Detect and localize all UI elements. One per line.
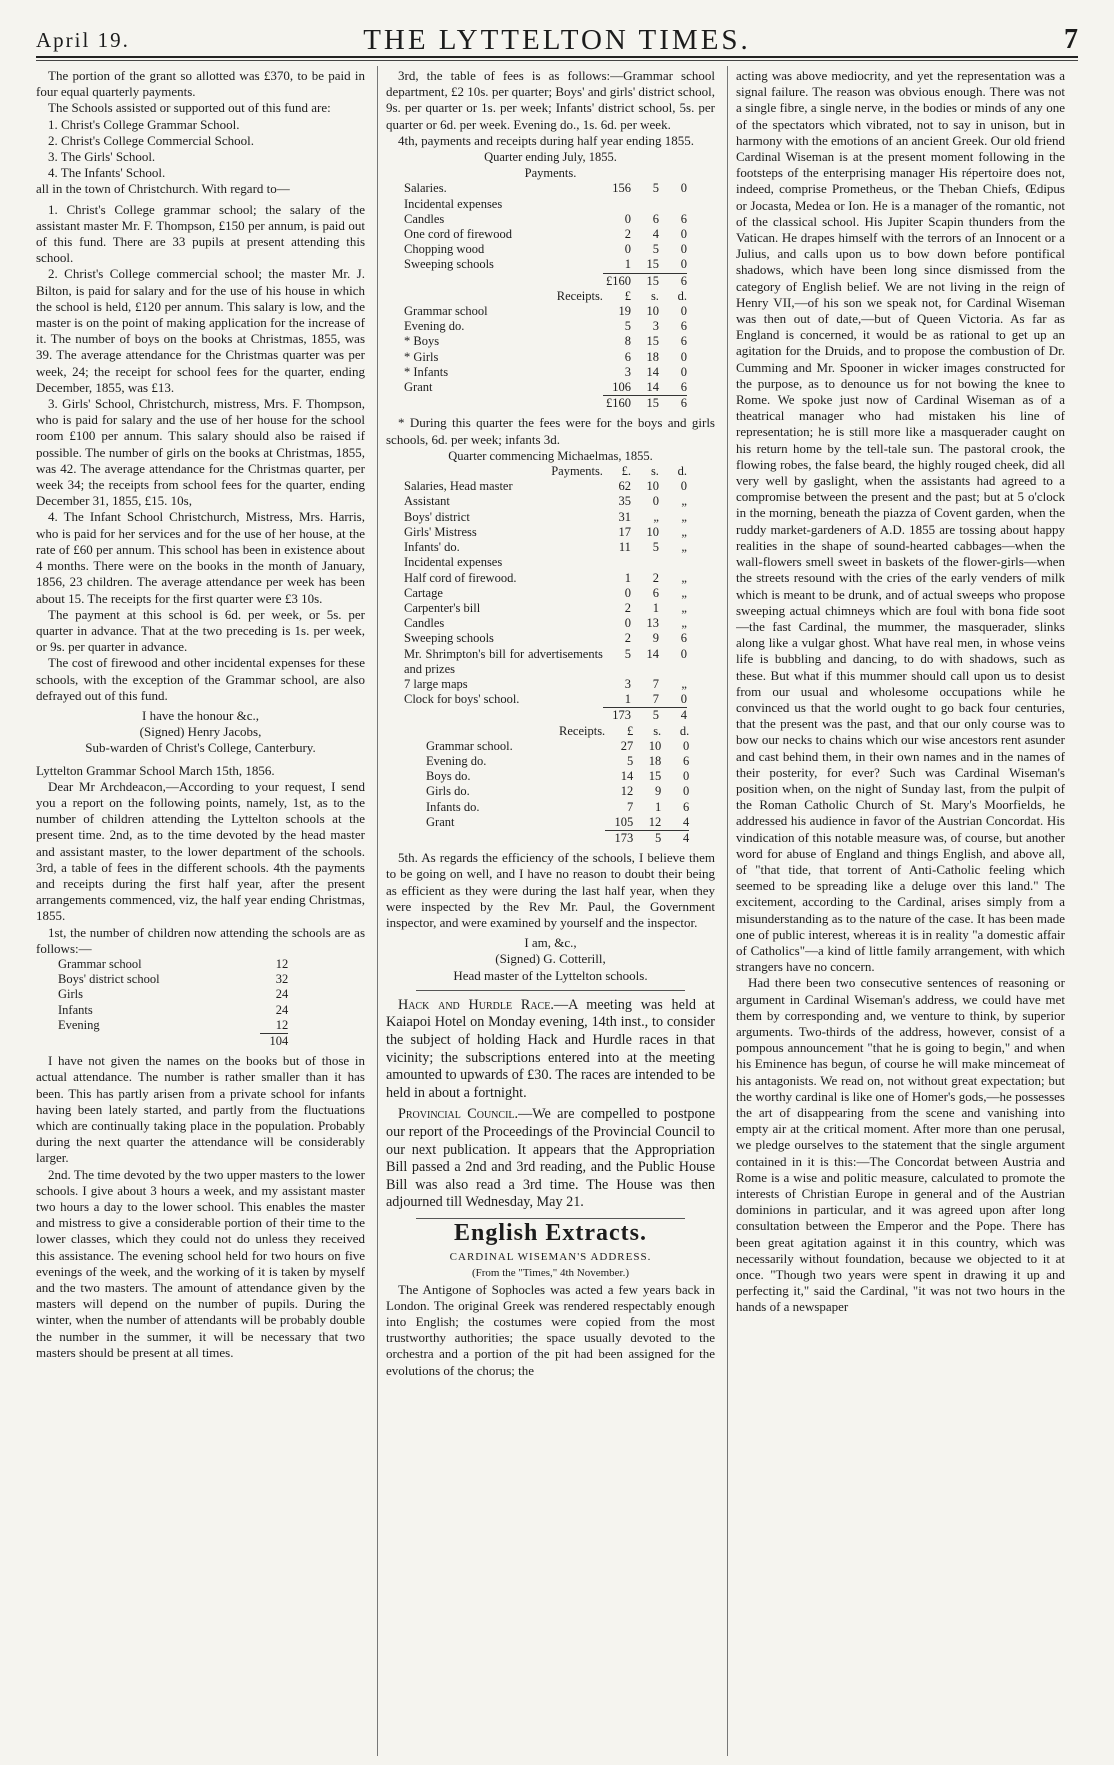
- table-row: [58, 987, 288, 1002]
- table-row: [404, 601, 687, 616]
- table-total-row: [404, 708, 687, 724]
- table-total-cell: 4: [659, 708, 687, 724]
- table-header: d.: [677, 288, 687, 303]
- table-cell: 0: [680, 257, 687, 272]
- table-cell: 6: [682, 753, 690, 768]
- article-source: (From the "Times," 4th November.): [471, 1267, 630, 1280]
- column-2: [386, 68, 715, 1758]
- table-row: [404, 350, 687, 365]
- table-cell: „: [653, 509, 659, 524]
- signature-line: Sub-warden of Christ's College, Canterbury.: [85, 740, 316, 756]
- table-total-cell: 6: [659, 273, 687, 289]
- table-row: [404, 227, 687, 242]
- table-cell: 0: [680, 479, 687, 494]
- table-cell: Sweeping schools: [404, 257, 494, 272]
- table-cell: [404, 396, 603, 412]
- table-total-row: [426, 830, 689, 846]
- table-cell: 14: [646, 364, 659, 379]
- table-cell: 1: [624, 257, 631, 272]
- table-row: [404, 181, 687, 196]
- table-row: [404, 571, 687, 586]
- paragraph: I have not given the names on the books but of those in actual attendance. The number is rather smaller than it has been. This has partly arisen from a private school for infants having been lately started, and partly from the fluctuations which are continually taking place in the population. Probably during the next quarter the attendance will be considerably larger.: [36, 1053, 365, 1166]
- table-cell: 6: [680, 334, 687, 349]
- table-cell: One cord of firewood: [404, 227, 512, 242]
- q1-payments-table: [404, 181, 687, 288]
- table-cell: 15: [646, 257, 659, 272]
- table-total-cell: 5: [631, 708, 659, 724]
- table-row: [404, 334, 687, 349]
- table-cell: Sweeping schools: [404, 631, 494, 646]
- table-title: Quarter ending July, 1855.: [484, 150, 617, 165]
- table-total-cell: 15: [631, 396, 659, 412]
- table-row: [58, 957, 288, 972]
- table-cell: 15: [648, 769, 662, 784]
- section-divider: [416, 990, 685, 991]
- table-cell: Boys do.: [426, 769, 471, 784]
- table-cell: 8: [624, 334, 631, 349]
- table-cell: 6: [680, 319, 687, 334]
- table-cell: 0: [680, 181, 687, 196]
- table-row: [404, 586, 687, 601]
- table-title: Quarter commencing Michaelmas, 1855.: [448, 448, 653, 463]
- table-cell: 2: [624, 227, 631, 242]
- table-cell: [659, 555, 687, 570]
- list-item: 3. The Girls' School.: [48, 149, 156, 165]
- table-cell: 4: [652, 227, 659, 242]
- table-total-cell: 6: [659, 396, 687, 412]
- paragraph: The portion of the grant so allotted was £370, to be paid in four equal quarterly payments.: [36, 68, 365, 100]
- paragraph: 1st, the number of children now attending the schools are as follows:—: [36, 924, 365, 956]
- table-row: [58, 1033, 288, 1049]
- table-cell: * Girls: [404, 349, 439, 364]
- table-subtitle: Payments.: [524, 166, 577, 181]
- paragraph: 4. The Infant School Christchurch, Mistress, Mrs. Harris, who is paid for her services and for the use of her house, at the rate of £60 per annum. This school has been in existence about 4 months. There were on the books in the month of January, 1856, 23 children. The average attendance per week has been about 15. The receipts for the first quarter were £3 10s.: [36, 509, 365, 606]
- table-cell: Girls' Mistress: [404, 524, 477, 539]
- table-cell: Boys' district: [404, 509, 470, 524]
- table-cell: 17: [618, 524, 631, 539]
- table-cell: 0: [682, 738, 690, 753]
- table-total-cell: 5: [633, 830, 661, 846]
- attendance-total: 104: [260, 1033, 288, 1049]
- table-total-cell: 173: [605, 830, 633, 846]
- table-cell: 35: [618, 494, 631, 509]
- table-cell: 14: [620, 769, 634, 784]
- paragraph: Dear Mr Archdeacon,—According to your request, I send you a report on the following points, namely, 1st, as to the number of children attending the Lyttelton schools at the present time. 2nd, as to the time devoted by the head master and assistant master, to the lower department of the schools. 3rd, a table of fees in the different schools. 4th the payments and receipts during the first half year, after the present arrangements commenced, viz, the half year ending Christmas, 1855.: [36, 778, 365, 924]
- table-cell: Boys' district school: [58, 972, 160, 987]
- table-cell: 27: [620, 738, 634, 753]
- table-cell: 3: [624, 676, 631, 691]
- table-cell: 6: [624, 349, 631, 364]
- list-item: 1. Christ's College Grammar School.: [48, 116, 240, 132]
- table-cell: 0: [682, 769, 690, 784]
- table-cell: 5: [652, 242, 659, 257]
- table-row: [426, 739, 689, 754]
- paragraph: 3rd, the table of fees is as follows:—Grammar school department, £2 10s. per quarter; Boys' and girls' district school, 9s. per quarter or 1s. per week; Infants' district school, 5s. per quarter or 6d. per week. Evening do., 1s. 6d. per week.: [386, 68, 715, 132]
- table-row: [404, 525, 687, 540]
- table-cell: 6: [652, 211, 659, 226]
- table-cell: [659, 197, 687, 212]
- masthead: [36, 22, 1078, 58]
- table-cell: 0: [624, 616, 631, 631]
- table-cell: 0: [680, 692, 687, 707]
- dateline: Lyttelton Grammar School March 15th, 1856.: [36, 762, 275, 778]
- table-cell: „: [681, 600, 687, 615]
- table-row: [426, 800, 689, 815]
- table-cell: Salaries, Head master: [404, 479, 513, 494]
- table-cell: 9: [652, 631, 659, 646]
- table-cell: 24: [275, 1002, 289, 1017]
- table-total-row: [404, 273, 687, 289]
- table-cell: „: [681, 494, 687, 509]
- table-cell: * Boys: [404, 334, 440, 349]
- table-cell: „: [681, 509, 687, 524]
- table-cell: Candles: [404, 616, 445, 631]
- table-cell: 3: [652, 319, 659, 334]
- table-cell: Infants' do.: [404, 540, 460, 555]
- paragraph: 3. Girls' School, Christchurch, mistress, Mrs. F. Thompson, who is paid for salary and the use of her house for the school room £100 per annum. This salary should also be raised if possible. The number of girls on the books at Christmas, 1855, was 42. The average attendance for the Christmas quarter, per week 34; the receipts from school fees for the quarter, ending December 31, 1855, £15. 10s,: [36, 396, 365, 509]
- column-divider: [727, 66, 728, 1756]
- table-cell: 14: [646, 646, 659, 661]
- table-cell: 1: [654, 799, 662, 814]
- table-cell: 7: [626, 799, 634, 814]
- header-rule: [36, 60, 1078, 61]
- paragraph: The cost of firewood and other incidental expenses for these schools, with the exception of the Grammar school, are also defrayed out of this fund.: [36, 655, 365, 703]
- paragraph: The payment at this school is 6d. per week, or 5s. per quarter in advance. That at the two preceding is 1s. per week, or 9s. per quarter in advance.: [36, 606, 365, 655]
- table-cell: 12: [275, 956, 289, 971]
- table-header-row: [426, 724, 689, 739]
- list-item: 4. The Infants' School.: [48, 165, 166, 181]
- news-body: —We are compelled to postpone our report of the Proceedings of the Provincial Council to our next publication. It appears that the Appropriation Bill passed a 2nd and 3rd reading, and the Public House Bill was also read a 3rd time. The House was then adjourned till Wednesday, May 21.: [386, 1106, 715, 1211]
- table-cell: 13: [646, 616, 659, 631]
- table-cell: 1: [652, 600, 659, 615]
- table-cell: 5: [652, 181, 659, 196]
- table-cell: Incidental expenses: [404, 196, 503, 211]
- news-heading: Provincial Council.: [398, 1106, 519, 1123]
- signature-line: Head master of the Lyttelton schools.: [453, 967, 648, 983]
- paragraph: The Schools assisted or supported out of this fund are:: [48, 100, 331, 116]
- table-cell: 0: [624, 585, 631, 600]
- news-heading: Hack and Hurdle Race.: [398, 996, 554, 1013]
- table-cell: 1: [624, 570, 631, 585]
- table-row: [404, 380, 687, 396]
- table-cell: „: [681, 540, 687, 555]
- table-cell: 11: [618, 540, 631, 555]
- column-divider: [377, 66, 378, 1756]
- table-cell: 2: [652, 570, 659, 585]
- table-cell: „: [681, 524, 687, 539]
- table-cell: 6: [652, 585, 659, 600]
- table-cell: [404, 708, 603, 724]
- table-total-cell: 15: [631, 273, 659, 289]
- table-header: d.: [679, 723, 690, 738]
- table-header: s.: [650, 288, 659, 303]
- table-cell: Chopping wood: [404, 242, 485, 257]
- table-cell: 19: [618, 304, 631, 319]
- table-cell: 0: [652, 494, 659, 509]
- table-row: [404, 692, 687, 708]
- column-3: [736, 68, 1065, 1758]
- paragraph: 4th, payments and receipts during half year ending 1855.: [398, 132, 695, 148]
- table-row: [426, 815, 689, 831]
- table-cell: Grant: [404, 380, 433, 395]
- q2-payments-table: [404, 464, 687, 723]
- paragraph: The Antigone of Sophocles was acted a few years back in London. The original Greek was rendered respectably enough into English; the costumes were copied from the most trustworthy authorities; the space usually devoted to the orchestra and a portion of the pit had been assigned for the evolutions of the chorus; the: [386, 1281, 715, 1378]
- footnote: * During this quarter the fees were for the boys and girls schools, 6d. per week; infants 3d.: [386, 415, 715, 447]
- table-cell: 10: [646, 304, 659, 319]
- table-cell: Infants: [58, 1002, 93, 1017]
- table-row: [404, 479, 687, 494]
- table-cell: [631, 555, 659, 570]
- table-cell: Infants do.: [426, 799, 480, 814]
- signature-line: (Signed) Henry Jacobs,: [139, 724, 262, 740]
- table-header: Payments.: [551, 464, 603, 479]
- table-cell: Assistant: [404, 494, 450, 509]
- table-header: £.: [621, 464, 631, 479]
- table-header-row: [404, 289, 687, 304]
- table-cell: 3: [624, 364, 631, 379]
- signature-line: I have the honour &c.,: [142, 707, 259, 723]
- table-cell: 7: [652, 692, 659, 707]
- paragraph: 2. Christ's College commercial school; the master Mr. J. Bilton, is paid for salary and for the use of his house in which the school is held, £120 per annum. This salary is low, and the master is on the point of making application for the increase of it. The number of boys on the books at Christmas, 1855, was 39. The average attendance for the Christmas quarter was per week, 24; the receipt for school fees for the quarter, ending December, 1855, was £13.: [36, 266, 365, 395]
- table-cell: Half cord of firewood.: [404, 570, 517, 585]
- table-header: Receipts.: [559, 723, 606, 738]
- table-cell: 0: [680, 242, 687, 257]
- table-row: [404, 677, 687, 692]
- table-cell: [426, 830, 605, 846]
- section-title: English Extracts.: [453, 1219, 647, 1246]
- table-cell: 12: [620, 784, 634, 799]
- table-cell: 10: [648, 738, 662, 753]
- table-cell: 0: [682, 784, 690, 799]
- table-header: s.: [650, 464, 659, 479]
- table-cell: 10: [646, 524, 659, 539]
- table-cell: 1: [624, 692, 631, 707]
- table-row: [404, 257, 687, 273]
- table-cell: 106: [612, 380, 631, 395]
- paragraph: 1. Christ's College grammar school; the salary of the assistant master Mr. F. Thompson, £150 per annum, is paid out of this fund. There are 33 pupils at present attending this school.: [36, 201, 365, 266]
- table-cell: 18: [646, 349, 659, 364]
- table-row: [404, 242, 687, 257]
- table-cell: 156: [612, 181, 631, 196]
- table-cell: „: [681, 570, 687, 585]
- table-cell: Evening: [58, 1017, 100, 1032]
- table-header: £: [626, 723, 634, 738]
- table-cell: 18: [648, 753, 662, 768]
- table-cell: Salaries.: [404, 181, 447, 196]
- table-row: [404, 365, 687, 380]
- table-cell: 0: [624, 211, 631, 226]
- table-header: d.: [677, 464, 687, 479]
- table-cell: 6: [680, 211, 687, 226]
- table-row: [404, 212, 687, 227]
- table-row: [404, 616, 687, 631]
- page-number: 7: [1064, 24, 1078, 55]
- table-cell: 0: [680, 227, 687, 242]
- table-cell: Carpenter's bill: [404, 600, 481, 615]
- table-row: [404, 631, 687, 646]
- table-cell: [631, 197, 659, 212]
- table-cell: 31: [618, 509, 631, 524]
- table-row: [404, 540, 687, 555]
- signature-line: (Signed) G. Cotterill,: [495, 951, 606, 967]
- table-cell: 7: [652, 676, 659, 691]
- table-cell: [603, 197, 631, 212]
- column-1: [36, 68, 365, 1758]
- paragraph: Had there been two consecutive sentences of reasoning or argument in Cardinal Wiseman's address, we could have met them by corresponding and, we venture to think, by superior arguments. Two-thirds of the address, however, consist of a pompous announcement "that he is going to begin," and when his Eminence has begun, of course he will make mincemeat of his antagonists. We read on, not without great expectation; but the worthy cardinal is like one of Homer's gods,—he possesses the art of disappearing from the scene and vanishing into empty air at the critical moment. After more than one perusal, we pledge ourselves to the statement that the single argument contained in it is this:—The Concordat between Austria and Rome is a wise and politic measure, calculated to promote the interests of Christian Europe in general and of the Austrian dominions in particular, and it was agreed upon after long consultation between the Emperor and the Pope. There has been great agitation against it in this country, which was necessarily without foundation, because we objected to it at once. "Though two years were spent in drawing it up and perfecting it," said the Cardinal, "it was not two hours in the hands of a newspaper: [736, 975, 1065, 1315]
- table-total-cell: 4: [661, 830, 689, 846]
- table-cell: 32: [275, 972, 289, 987]
- table-row: [404, 555, 687, 570]
- newspaper-title: THE LYTTELTON TIMES.: [363, 24, 751, 56]
- table-header: £: [624, 288, 631, 303]
- table-cell: Girls do.: [426, 784, 470, 799]
- table-row: [58, 1018, 288, 1034]
- table-cell: 5: [626, 753, 634, 768]
- paragraph: 5th. As regards the efficiency of the schools, I believe them to be going on well, and I have no reason to doubt their being as efficient as they were during the last half year, when they were inspected by the Rev Mr. Paul, the Government inspector, and were examined by yourself and the inspector.: [386, 850, 715, 930]
- table-row: [404, 197, 687, 212]
- table-cell: Girls: [58, 987, 83, 1002]
- table-total-cell: 173: [603, 708, 631, 724]
- table-row: [404, 319, 687, 334]
- table-total-row: [404, 396, 687, 412]
- table-cell: Candles: [404, 211, 445, 226]
- table-cell: 6: [680, 631, 687, 646]
- q1-receipts-table: [404, 289, 687, 412]
- paragraph: 2nd. The time devoted by the two upper masters to the lower schools. I give about 3 hours a week, and my assistant master two hours a day to the lower school. This enables the master and mistress to give a considerable portion of their time to the lower classes, which they could not do unless they received this assistance. The evening school held for two hours on five evenings of the week, and the working of it is taken by myself and the two masters. The amount of attendance given by the masters will depend on the number of pupils. During the winter, when the number of attendants will be probably double the number in the summer, it will be necessary that two masters should be present at all times.: [36, 1166, 365, 1360]
- table-cell: 14: [646, 380, 659, 395]
- table-cell: Grammar school: [404, 304, 488, 319]
- table-cell: Grammar school: [58, 956, 142, 971]
- list-item: 2. Christ's College Commercial School.: [48, 132, 254, 148]
- table-cell: 6: [682, 799, 690, 814]
- table-cell: 4: [682, 814, 690, 829]
- issue-date: April 19.: [36, 28, 130, 52]
- signature-line: I am, &c.,: [524, 935, 577, 951]
- table-cell: Grammar school.: [426, 738, 513, 753]
- table-row: [404, 647, 687, 677]
- article-title: CARDINAL WISEMAN'S ADDRESS.: [449, 1251, 652, 1264]
- table-cell: Grant: [426, 814, 455, 829]
- table-row: [426, 754, 689, 769]
- table-cell: 2: [624, 631, 631, 646]
- table-header: Receipts.: [556, 288, 603, 303]
- table-cell: 9: [654, 784, 662, 799]
- paragraph: acting was above mediocrity, and yet the representation was a signal failure. The reason was obvious enough. There was not a single fibre, a single nerve, in the bodies or minds of any one of the spectators which vibrated, not to say in unison, but in harmony with the emotions of an ancient Greek. Our old friend Cardinal Wiseman is at the present moment following in the footsteps of the enterprising manager His répertoire does not, indeed, comprise Prometheus, or the Theban Chiefs, Œdipus or Jocasta, Medea or Ion. He is a manager of the romantic, not of the classical school. His Jupiter Scapin thunders from the Vatican. He drapes himself with the terrors of an Innocent or a Julius, and calls upon us to bow down before pontifical shadows, which have been long since dismissed from the category of English belief. We are not living in the reign of Henry VII,—of his son we speak not, for Cardinal Wiseman was then out of date,—but of Queen Victoria. As far as England is concerned, it would be as rational to get up an agitation for the Druids, and to propose the combustion of Dr. Cumming and Mr. Spooner in wicker images constructed for the purpose, as to denounce us for not bowing the knee to Rome. We spoke just now of Cardinal Wiseman as of a theatrical manager who had mistaken his line of representation; he is still more like a masquerader caught on his return home by the tell-tale sun. The pastoral crook, the flowing robes, the false beard, the highly rouged cheek, did all very well by gaslight, when the assistants had agreed to a compromise between the present and the past; but at 5 o'clock in the morning, beneath the piazza of Covent garden, when the ruddy market-gardeners of A.D. 1855 are tossing about happy realities in the shape of sound-hearted cabbages—when the wall-flowers smell sweet in baskets of the flower-girls—when the streets resound with the cries of the early venders of milk which is meant to be drunk, and of actual sweeps who propose sweeping actual chimneys which are foul with bona fide soot—the fast Cardinal, the mummer, the masquerader, slinks along like a vulgar ghost. What have real men, in whose veins life is bubbling and dancing, to do with shadows, such as these. But what if this mummer should call upon us to desist from our usual and wholesome occupations while he convinced us that the world ought to go back four centuries, that the present was the past, and that our only course was to bow our necks to chains which our wise ancestors rent asunder and cast behind them, in their own names and in the names of their posterity, for ever? Such was Cardinal Wiseman's position when, on the night of Sunday last, from the pulpit of the Roman Catholic Church of St. Mary's Moorfields, he addressed his audience in favor of the Austrian Concordat. His vindication of this notable measure was, of course, but another word for abuse of England and things English, and above all, of "that tide, that torrent of Anti-Catholic feeling which seemed to be spreading like a deluge over this land." The excitement, according to the Cardinal, arises simply from a misunderstanding as to the nature of the case. It has been made one of public interest, whereas it is in reality "a domestic affair of Catholics"—a kind of little family arrangement, with which strangers have no concern.: [736, 68, 1065, 975]
- table-row: [58, 972, 288, 987]
- table-cell: Clock for boys' school.: [404, 692, 520, 707]
- table-cell: [404, 273, 603, 289]
- table-row: [404, 510, 687, 525]
- attendance-table: [58, 957, 288, 1049]
- table-cell: 0: [680, 349, 687, 364]
- table-cell: „: [681, 616, 687, 631]
- table-cell: 12: [648, 814, 662, 829]
- table-cell: 7 large maps: [404, 676, 468, 691]
- table-header: s.: [653, 723, 662, 738]
- table-cell: Evening do.: [404, 319, 465, 334]
- table-cell: „: [681, 676, 687, 691]
- news-item: [386, 1106, 715, 1212]
- table-cell: * Infants: [404, 364, 449, 379]
- table-cell: 6: [680, 380, 687, 395]
- table-row: [404, 304, 687, 319]
- table-row: [426, 784, 689, 799]
- table-header-row: [404, 464, 687, 479]
- table-cell: „: [681, 585, 687, 600]
- table-row: [404, 494, 687, 509]
- table-cell: 2: [624, 600, 631, 615]
- table-cell: 62: [618, 479, 631, 494]
- table-cell: 0: [680, 646, 687, 661]
- table-cell: 10: [646, 479, 659, 494]
- table-cell: 12: [275, 1017, 289, 1032]
- table-row: [58, 1003, 288, 1018]
- table-cell: 5: [652, 540, 659, 555]
- table-cell: 105: [614, 814, 634, 829]
- table-cell: 0: [680, 304, 687, 319]
- table-cell: 5: [624, 319, 631, 334]
- table-cell: 0: [680, 364, 687, 379]
- table-cell: Mr. Shrimpton's bill for advertisements and prizes: [404, 646, 603, 676]
- table-cell: Cartage: [404, 585, 443, 600]
- section-divider: [416, 1218, 685, 1219]
- q2-receipts-table: [426, 724, 689, 847]
- table-row: [426, 769, 689, 784]
- table-cell: 5: [624, 646, 631, 661]
- table-cell: Incidental expenses: [404, 555, 503, 570]
- news-body: —A meeting was held at Kaiapoi Hotel on Monday evening, 14th inst., to consider the subject of holding Hack and Hurdle races in that vicinity; the subscriptions entered into at the meeting amounted to upwards of £30. The races are intended to be held in about a fortnight.: [386, 996, 715, 1101]
- table-total-cell: £160: [603, 273, 631, 289]
- table-cell: 15: [646, 334, 659, 349]
- table-total-cell: £160: [603, 396, 631, 412]
- table-cell: 0: [624, 242, 631, 257]
- paragraph: all in the town of Christchurch. With regard to—: [36, 181, 290, 197]
- table-cell: 24: [275, 987, 289, 1002]
- news-item: [386, 997, 715, 1103]
- table-cell: Evening do.: [426, 753, 487, 768]
- table-cell: [603, 555, 631, 570]
